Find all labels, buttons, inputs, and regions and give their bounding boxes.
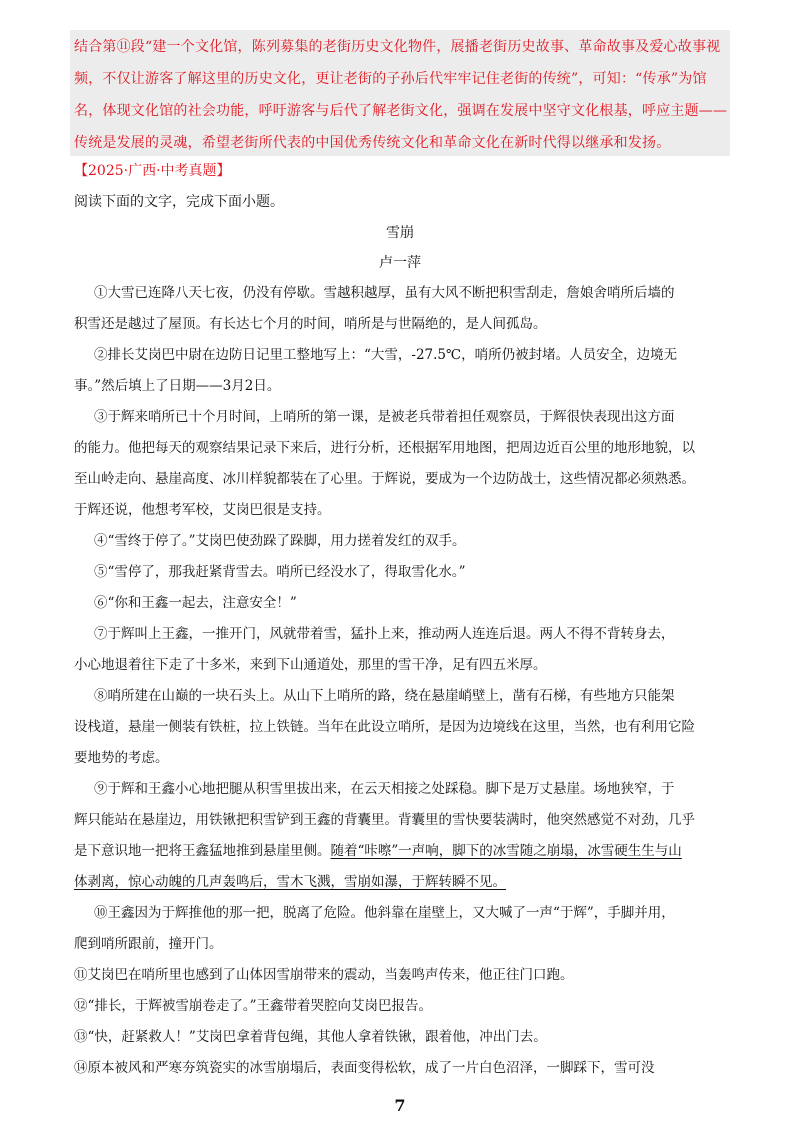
answer-line: 频，不仅让游客了解这里的历史文化，更让老街的子孙后代牢牢记住老街的传统”，可知：“传承”为馆 bbox=[74, 71, 707, 87]
paragraph-line: ①大雪已连降八天七夜，仍没有停歇。雪越积越厚，虽有大风不断把积雪刮走，詹娘舍哨所后墙的 bbox=[94, 285, 675, 301]
paragraph-line bbox=[74, 842, 682, 860]
paragraph-line: 至山岭走向、悬崖高度、冰川样貌都装在了心里。于辉说，要成为一个边防战士，这些情况都必须熟悉。 bbox=[74, 471, 695, 487]
answer-line: 传统是发展的灵魂，希望老街所代表的中国优秀传统文化和革命文化在新时代得以继承和发扬。 bbox=[74, 135, 671, 151]
source-tag: 【2025·广西·中考真题】 bbox=[74, 163, 231, 179]
paragraph-line: ⑧哨所建在山巅的一块石头上。从山下上哨所的路，绕在悬崖峭壁上，凿有石梯，有些地方只能架 bbox=[94, 688, 675, 704]
underlined-sentence: 随着“咔嚓”一声响，脚下的冰雪随之崩塌，冰雪硬生生与山 bbox=[330, 843, 682, 859]
paragraph-line: ⑫“排长，于辉被雪崩卷走了。”王鑫带着哭腔向艾岗巴报告。 bbox=[74, 998, 433, 1014]
paragraph-line: ⑦于辉叫上王鑫，一推开门，风就带着雪，猛扑上来，推动两人连连后退。两人不得不背转身去， bbox=[94, 626, 675, 642]
paragraph-line: ④“雪终于停了。”艾岗巴使劲跺了跺脚，用力搓着发红的双手。 bbox=[94, 533, 466, 549]
article-title: 雪崩 bbox=[386, 225, 414, 241]
paragraph-line: 的能力。他把每天的观察结果记录下来后，进行分析，还根据军用地图，把周边近百公里的地形地貌，以 bbox=[74, 440, 695, 456]
paragraph-line: 爬到哨所跟前，撞开门。 bbox=[74, 936, 223, 952]
paragraph-line: ③于辉来哨所已十个月时间，上哨所的第一课，是被老兵带着担任观察员，于辉很快表现出这方面 bbox=[94, 409, 675, 425]
page-number: 7 bbox=[394, 1096, 406, 1115]
answer-line: 名，体现文化馆的社会功能，呼吁游客与后代了解老街文化，强调在发展中坚守文化根基，呼应主题—— bbox=[74, 103, 728, 119]
paragraph-text: 是下意识地一把将王鑫猛地推到悬崖里侧。 bbox=[74, 843, 331, 859]
paragraph-line: ⑩王鑫因为于辉推他的那一把，脱离了危险。他斜靠在崖壁上，又大喊了一声“于辉”，手脚并用， bbox=[94, 905, 675, 921]
answer-line: 结合第⑪段“建一个文化馆，陈列募集的老街历史文化物件，展播老街历史故事、革命故事及爱心故事视 bbox=[74, 39, 721, 55]
article-author: 卢一萍 bbox=[379, 255, 421, 271]
paragraph-line: 于辉还说，他想考军校，艾岗巴很是支持。 bbox=[74, 502, 331, 518]
paragraph-line: ⑥“你和王鑫一起去，注意安全！” bbox=[94, 595, 297, 611]
paragraph-line: ⑨于辉和王鑫小心地把腿从积雪里拔出来，在云天相接之处踩稳。脚下是万丈悬崖。场地狭窄，于 bbox=[94, 781, 675, 797]
paragraph-line: ⑪艾岗巴在哨所里也感到了山体因雪崩带来的震动，当轰鸣声传来，他正往门口跑。 bbox=[74, 967, 574, 983]
paragraph-line: 辉只能站在悬崖边，用铁锹把积雪铲到王鑫的背囊里。背囊里的雪快要装满时，他突然感觉不对劲，几乎 bbox=[74, 812, 695, 828]
paragraph-line: ②排长艾岗巴中尉在边防日记里工整地写上：“大雪，-27.5℃，哨所仍被封堵。人员安全，边境无 bbox=[94, 347, 678, 363]
paragraph-line: 设栈道，悬崖一侧装有铁桩，拉上铁链。当年在此设立哨所，是因为边境线在这里，当然，也有利用它险 bbox=[74, 719, 695, 735]
paragraph-line: 事。”然后填上了日期——3月2日。 bbox=[74, 378, 281, 394]
paragraph-line: ⑤“雪停了，那我赶紧背雪去。哨所已经没水了，得取雪化水。” bbox=[94, 564, 466, 580]
underlined-sentence: 体剥离，惊心动魄的几声轰鸣后，雪木飞溅，雪崩如瀑，于辉转瞬不见。 bbox=[74, 874, 506, 890]
instruction-text: 阅读下面的文字，完成下面小题。 bbox=[74, 194, 284, 210]
paragraph-line: 小心地退着往下走了十多米，来到下山通道处，那里的雪干净，足有四五米厚。 bbox=[74, 657, 547, 673]
paragraph-line: 积雪还是越过了屋顶。有长达七个月的时间，哨所是与世隔绝的，是人间孤岛。 bbox=[74, 316, 547, 332]
paragraph-line: 要地势的考虑。 bbox=[74, 750, 169, 766]
paragraph-line: ⑭原本被风和严寒夯筑瓷实的冰雪崩塌后，表面变得松软，成了一片白色沼泽，一脚踩下，雪可没 bbox=[74, 1060, 655, 1076]
paragraph-line: ⑬“快，赶紧救人！”艾岗巴拿着背包绳，其他人拿着铁锹，跟着他，冲出门去。 bbox=[74, 1029, 547, 1045]
